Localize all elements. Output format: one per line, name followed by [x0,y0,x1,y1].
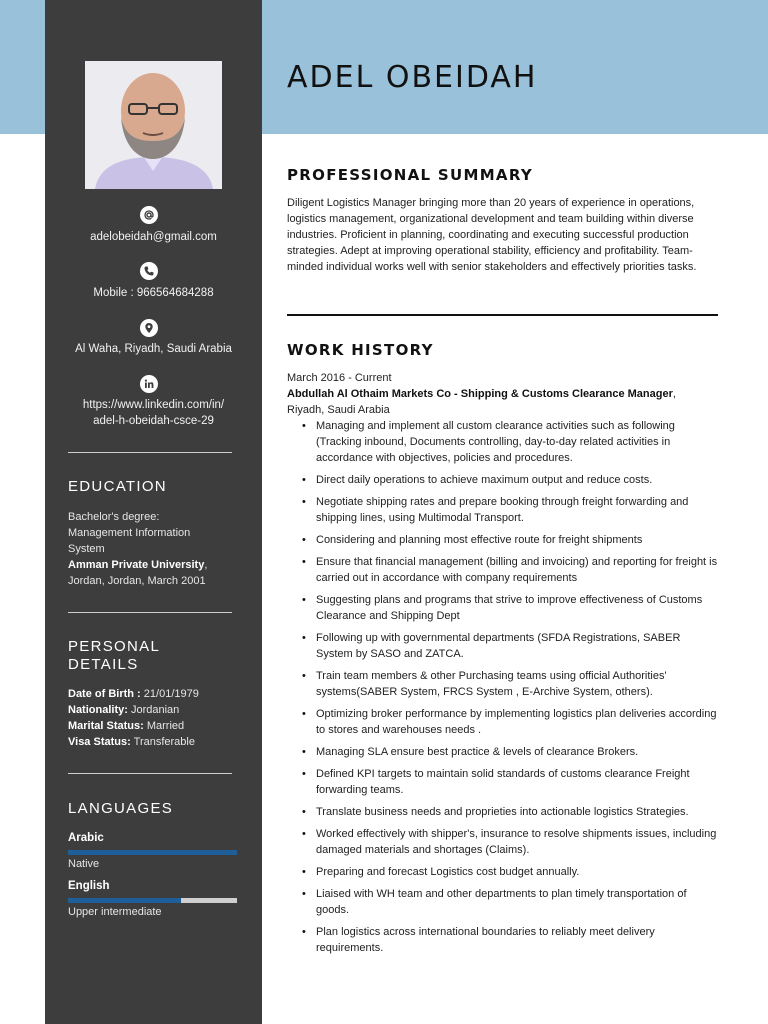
list-item: • Preparing and forecast Logistics cost budget annually. [300,864,720,880]
list-item: • Plan logistics across international boundaries to reliably meet delivery requirements. [300,924,720,956]
profile-photo [85,61,222,189]
nationality-value: Jordanian [127,704,180,716]
phone-icon [140,262,158,280]
list-item: • Translate business needs and proprieties into actionable logistics Strategies. [300,804,720,820]
linkedin-icon [140,375,158,393]
personal-details-heading [68,638,248,674]
nationality-label: Nationality: [68,704,128,716]
location-pin-icon [140,319,158,337]
languages-heading: LANGUAGES [68,800,174,817]
list-item: • Managing SLA ensure best practice & levels of clearance Brokers. [300,744,720,760]
education-degree-line2: Management Information [68,527,191,539]
education-school-line [68,557,248,573]
language-bar-fill-english [68,898,181,903]
job-title: Abdullah Al Othaim Markets Co - Shipping & Customs Clearance Manager [287,388,673,400]
list-item: • Worked effectively with shipper's, insurance to resolve shipments issues, including damaged materials and shortages (Claims). [300,826,720,858]
education-degree-line3: System [68,543,105,555]
marital-value: Married [143,720,185,732]
marital-label: Marital Status: [68,720,144,732]
dob-row [68,686,248,702]
section-divider [287,314,718,316]
linkedin-url[interactable] [51,397,256,429]
language-name-english: English [68,880,110,892]
education-block [68,509,248,589]
list-item: • Liaised with WH team and other departments to plan timely transportation of goods. [300,886,720,918]
list-item: • Defined KPI targets to maintain solid standards of customs clearance Freight forwarding teams. [300,766,720,798]
job-title-suffix: , [672,388,676,400]
education-school-suffix: , [204,559,208,571]
personal-heading-line1: PERSONAL [68,638,161,655]
education-school: Amman Private University [68,559,205,571]
sidebar-divider [68,452,232,453]
dob-value: 21/01/1979 [140,688,199,700]
sidebar-divider [68,612,232,613]
job-responsibilities-list [300,418,720,962]
address-text: Al Waha, Riyadh, Saudi Arabia [75,343,232,355]
at-icon [140,206,158,224]
person-name: ADEL OBEIDAH [287,60,538,95]
education-heading: EDUCATION [68,478,167,495]
list-item: • Negotiate shipping rates and prepare booking through freight forwarding and shipping lines, using Multimodal Transport. [300,494,720,526]
list-item: • Optimizing broker performance by implementing logistics plan deliveries according to stores and warehouses needs . [300,706,720,738]
sidebar [45,0,262,1024]
nationality-row [68,702,248,718]
education-degree-line1: Bachelor's degree: [68,511,160,523]
phone-text[interactable]: Mobile : 966564684288 [93,287,214,299]
visa-label: Visa Status: [68,736,131,748]
education-details: Jordan, Jordan, March 2001 [68,575,206,587]
dob-label: Date of Birth : [68,688,141,700]
list-item: • Train team members & other Purchasing teams using official Authorities' systems(SABER System, FRCS System , E-Archive System, others). [300,668,720,700]
job-title-line [287,387,717,402]
profile-photo-image [85,61,222,189]
marital-row [68,718,248,734]
visa-value: Transferable [130,736,195,748]
language-bar-arabic [68,850,237,855]
personal-heading-line2: DETAILS [68,656,139,673]
sidebar-divider [68,773,232,774]
job-dates: March 2016 - Current [287,372,392,384]
professional-summary-heading: PROFESSIONAL SUMMARY [287,166,534,184]
list-item: • Suggesting plans and programs that strive to improve effectiveness of Customs Clearance and Shipping Dept [300,592,720,624]
linkedin-url-line1[interactable]: https://www.linkedin.com/in/ [82,399,225,411]
linkedin-url-line2[interactable]: adel-h-obeidah-csce-29 [93,415,214,427]
language-level-english: Upper intermediate [68,906,162,918]
language-bar-fill-arabic [68,850,237,855]
list-item: • Ensure that financial management (billing and invoicing) and reporting for freight is carried out in accordance with company requirements [300,554,720,586]
language-name-arabic: Arabic [68,832,104,844]
list-item: • Considering and planning most effective route for freight shipments [300,532,720,548]
list-item: • Managing and implement all custom clearance activities such as following (Tracking inbound, Documents controlling, day-to-day related activities in accordance with objectives, policies and procedures. [300,418,720,466]
work-history-heading: WORK HISTORY [287,341,434,359]
job-location: Riyadh, Saudi Arabia [287,404,390,416]
email-text[interactable]: adelobeidah@gmail.com [90,231,217,243]
personal-details-block [68,686,248,750]
professional-summary-text: Diligent Logistics Manager bringing more than 20 years of experience in operations, logistics management, organizational development and team building within diverse industries. Proficient in planning, coordinating and executing successful production strategies. Adept at improving operational stability, efficiency and profitability. Team-minded individual works well with senior stakeholders and effectively priorities tasks. [287,197,697,273]
language-level-arabic: Native [68,858,100,870]
list-item: • Direct daily operations to achieve maximum output and reduce costs. [300,472,720,488]
visa-row [68,734,248,750]
language-bar-english [68,898,237,903]
list-item: • Following up with governmental departments (SFDA Registrations, SABER System by SASO and ZATCA. [300,630,720,662]
